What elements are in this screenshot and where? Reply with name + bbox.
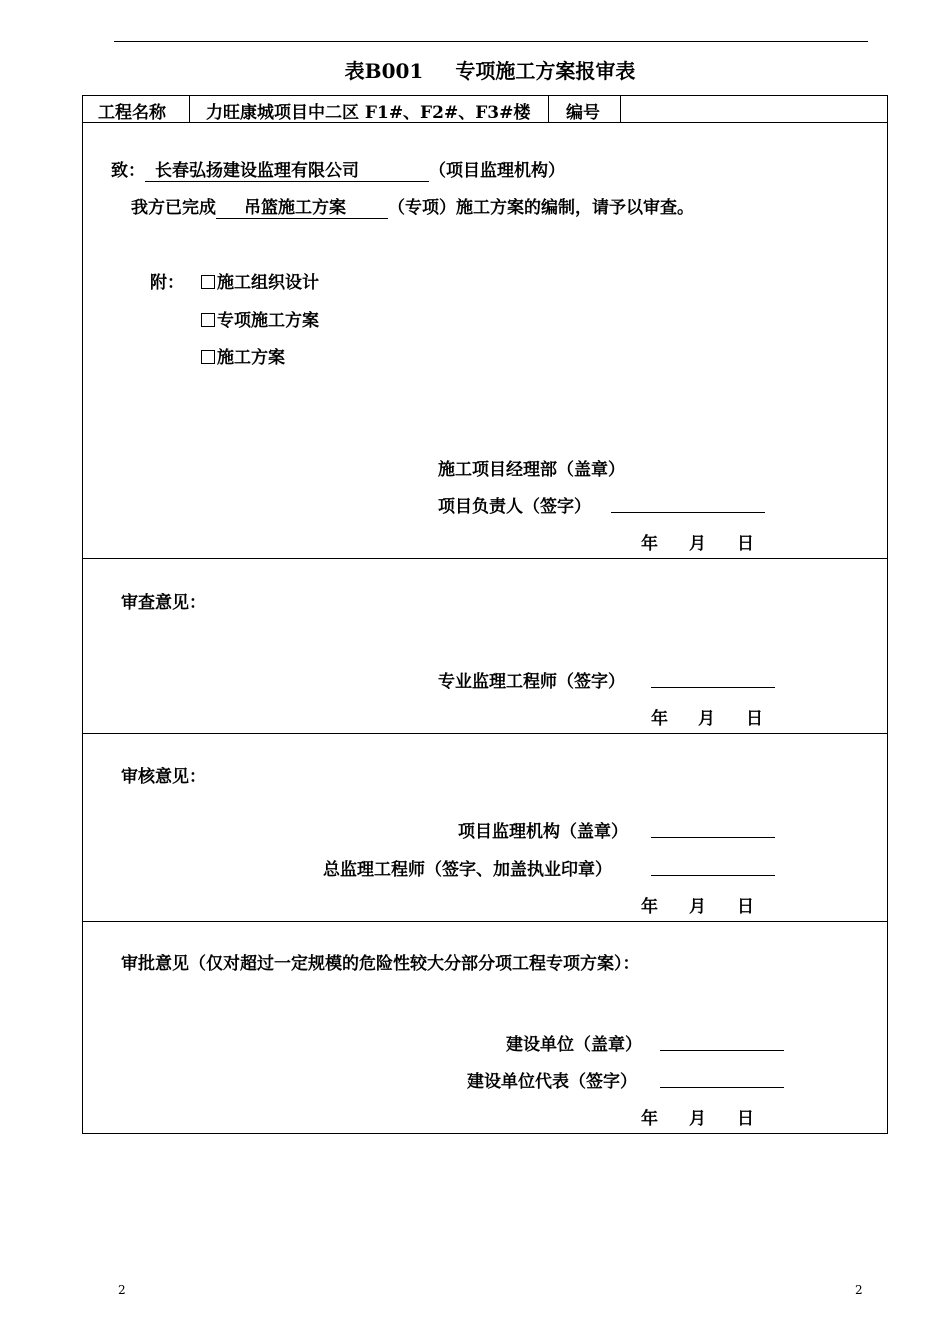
- form-code: 表B001: [344, 59, 424, 83]
- number-label: 编号: [566, 103, 600, 123]
- addressee-line: [111, 156, 565, 182]
- info-col-divider-1: [189, 95, 190, 123]
- contractor-dept-label: 施工项目经理部（盖章）: [438, 460, 625, 480]
- audit-org-label: 项目监理机构（盖章）: [458, 822, 628, 842]
- submission-body: [131, 193, 694, 219]
- audit-signer-label: 总监理工程师（签字、加盖执业印章）: [323, 860, 612, 880]
- date-day: 日: [737, 534, 754, 554]
- date-year: 年: [641, 1109, 658, 1129]
- review-title: 审查意见：: [121, 593, 206, 613]
- attachment-label: 专项施工方案: [217, 311, 319, 331]
- approval-org-field[interactable]: [660, 1050, 784, 1051]
- contractor-signature-field[interactable]: [611, 512, 765, 513]
- section-divider: [82, 558, 888, 559]
- form-table: [82, 95, 888, 1134]
- section-divider: [82, 733, 888, 734]
- review-signer-label: 专业监理工程师（签字）: [438, 672, 625, 692]
- attachment-label: 施工方案: [217, 348, 285, 368]
- approval-signature-field[interactable]: [660, 1087, 784, 1088]
- attachments-label: 附：: [150, 273, 184, 293]
- addressee-suffix: （项目监理机构）: [429, 161, 565, 181]
- attachment-item[interactable]: [201, 268, 319, 293]
- attachment-label: 施工组织设计: [217, 273, 319, 293]
- date-day: 日: [746, 709, 763, 729]
- date-year: 年: [641, 897, 658, 917]
- date-month: 月: [689, 897, 706, 917]
- page-number-left: 2: [118, 1283, 126, 1297]
- date-day: 日: [737, 897, 754, 917]
- checkbox-icon[interactable]: [201, 275, 215, 289]
- attachment-item[interactable]: [201, 343, 285, 368]
- audit-title: 审核意见：: [121, 767, 206, 787]
- date-year: 年: [641, 534, 658, 554]
- date-year: 年: [651, 709, 668, 729]
- body-prefix: 我方已完成: [131, 198, 216, 218]
- checkbox-icon[interactable]: [201, 350, 215, 364]
- approval-org-label: 建设单位（盖章）: [506, 1035, 642, 1055]
- section-divider: [82, 921, 888, 922]
- plan-name[interactable]: 吊篮施工方案: [216, 193, 388, 219]
- approval-signer-label: 建设单位代表（签字）: [467, 1072, 637, 1092]
- addressee-org[interactable]: 长春弘扬建设监理有限公司: [145, 156, 429, 182]
- audit-org-field[interactable]: [651, 837, 775, 838]
- attachment-item[interactable]: [201, 306, 319, 331]
- info-col-divider-3: [620, 95, 621, 123]
- approval-title: 审批意见（仅对超过一定规模的危险性较大分部分项工程专项方案）：: [121, 954, 640, 974]
- form-title-line: [0, 55, 950, 84]
- contractor-signer-label: 项目负责人（签字）: [438, 497, 591, 517]
- checkbox-icon[interactable]: [201, 313, 215, 327]
- date-day: 日: [737, 1109, 754, 1129]
- page-number-right: 2: [855, 1283, 863, 1297]
- audit-signature-field[interactable]: [651, 875, 775, 876]
- review-signature-field[interactable]: [651, 687, 775, 688]
- form-title: 专项施工方案报审表: [455, 59, 636, 83]
- body-suffix: （专项）施工方案的编制，请予以审查。: [388, 198, 694, 218]
- header-rule: [114, 41, 868, 42]
- date-month: 月: [689, 1109, 706, 1129]
- date-month: 月: [689, 534, 706, 554]
- project-name-value[interactable]: 力旺康城项目中二区 F1#、F2#、F3#楼: [206, 103, 531, 123]
- project-name-label: 工程名称: [98, 103, 166, 123]
- info-col-divider-2: [548, 95, 549, 123]
- date-month: 月: [698, 709, 715, 729]
- addressee-prefix: 致：: [111, 161, 145, 181]
